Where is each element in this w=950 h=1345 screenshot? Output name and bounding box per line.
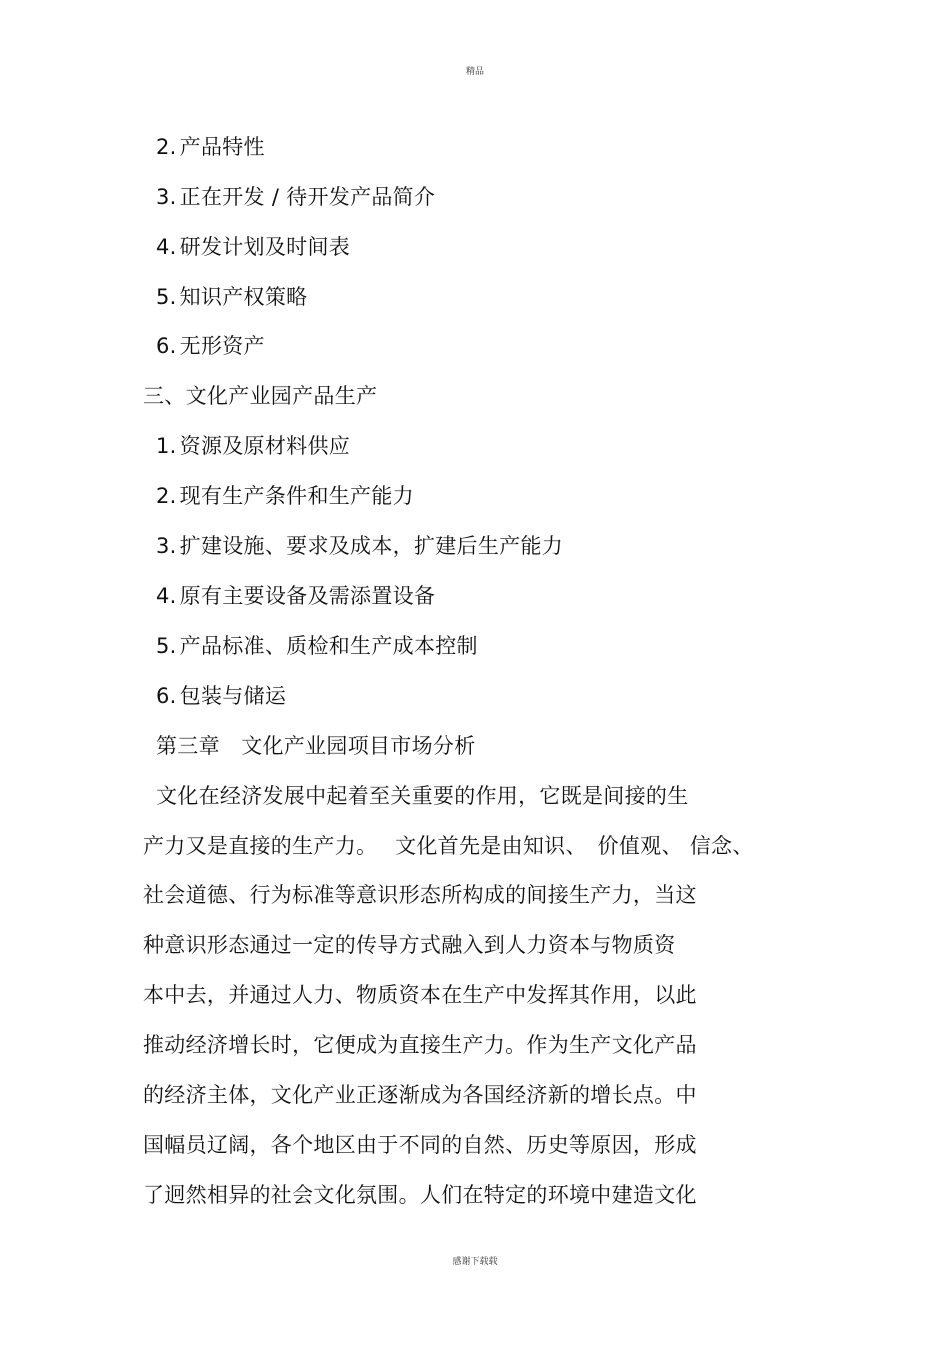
section-heading: 三、文化产业园产品生产 — [143, 384, 378, 408]
list-item-text: 知识产权策略 — [179, 285, 308, 309]
list-item-number: 6. — [156, 334, 177, 358]
list-item — [156, 433, 350, 459]
list-item-number: 4. — [156, 584, 177, 608]
paragraph-line: 产力又是直接的生产力。 文化首先是由知识、 价值观、 信念、 — [143, 834, 754, 858]
list-item — [156, 333, 265, 359]
list-item — [156, 184, 435, 210]
paragraph-line: 了迥然相异的社会文化氛围。人们在特定的环境中建造文化 — [143, 1183, 697, 1207]
paragraph-line: 本中去，并通过人力、物质资本在生产中发挥其作用，以此 — [143, 983, 697, 1007]
list-item-text: 原有主要设备及需添置设备 — [179, 584, 436, 608]
list-item-number: 4. — [156, 235, 177, 259]
list-item — [156, 134, 265, 160]
list-item-text: 扩建设施、要求及成本，扩建后生产能力 — [179, 534, 564, 558]
paragraph-line: 种意识形态通过一定的传导方式融入到人力资本与物质资 — [143, 933, 676, 957]
list-item — [156, 284, 307, 310]
list-item-number: 3. — [156, 534, 177, 558]
list-item-number: 3. — [156, 185, 177, 209]
list-item-number: 6. — [156, 684, 177, 708]
list-item — [156, 583, 435, 609]
list-item-number: 2. — [156, 135, 177, 159]
list-item-text: 研发计划及时间表 — [179, 235, 351, 259]
list-item — [156, 483, 414, 509]
list-item — [156, 533, 563, 559]
list-item-text: 产品特性 — [179, 135, 265, 159]
paragraph-line: 的经济主体，文化产业正逐渐成为各国经济新的增长点。中 — [143, 1083, 697, 1107]
list-item-number: 5. — [156, 634, 177, 658]
page-header-mark: 精品 — [465, 67, 484, 77]
list-item-text: 现有生产条件和生产能力 — [179, 484, 414, 508]
list-item-text: 正在开发 / 待开发产品简介 — [179, 185, 436, 209]
list-item — [156, 633, 478, 659]
list-item-number: 2. — [156, 484, 177, 508]
chapter-title: 第三章 文化产业园项目市场分析 — [156, 734, 476, 758]
list-item-text: 无形资产 — [179, 334, 265, 358]
list-item-text: 资源及原材料供应 — [179, 434, 351, 458]
paragraph-line: 文化在经济发展中起着至关重要的作用，它既是间接的生 — [156, 784, 689, 808]
list-item-number: 1. — [156, 434, 177, 458]
list-item-number: 5. — [156, 285, 177, 309]
paragraph-line: 国幅员辽阔，各个地区由于不同的自然、历史等原因，形成 — [143, 1133, 697, 1157]
paragraph-line: 推动经济增长时，它便成为直接生产力。作为生产文化产品 — [143, 1033, 697, 1057]
paragraph-line: 社会道德、行为标准等意识形态所构成的间接生产力，当这 — [143, 883, 697, 907]
list-item-text: 包装与储运 — [179, 684, 287, 708]
list-item-text: 产品标准、质检和生产成本控制 — [179, 634, 478, 658]
page-footer-mark: 感谢下载载 — [452, 1257, 498, 1267]
list-item — [156, 683, 286, 709]
list-item — [156, 234, 350, 260]
